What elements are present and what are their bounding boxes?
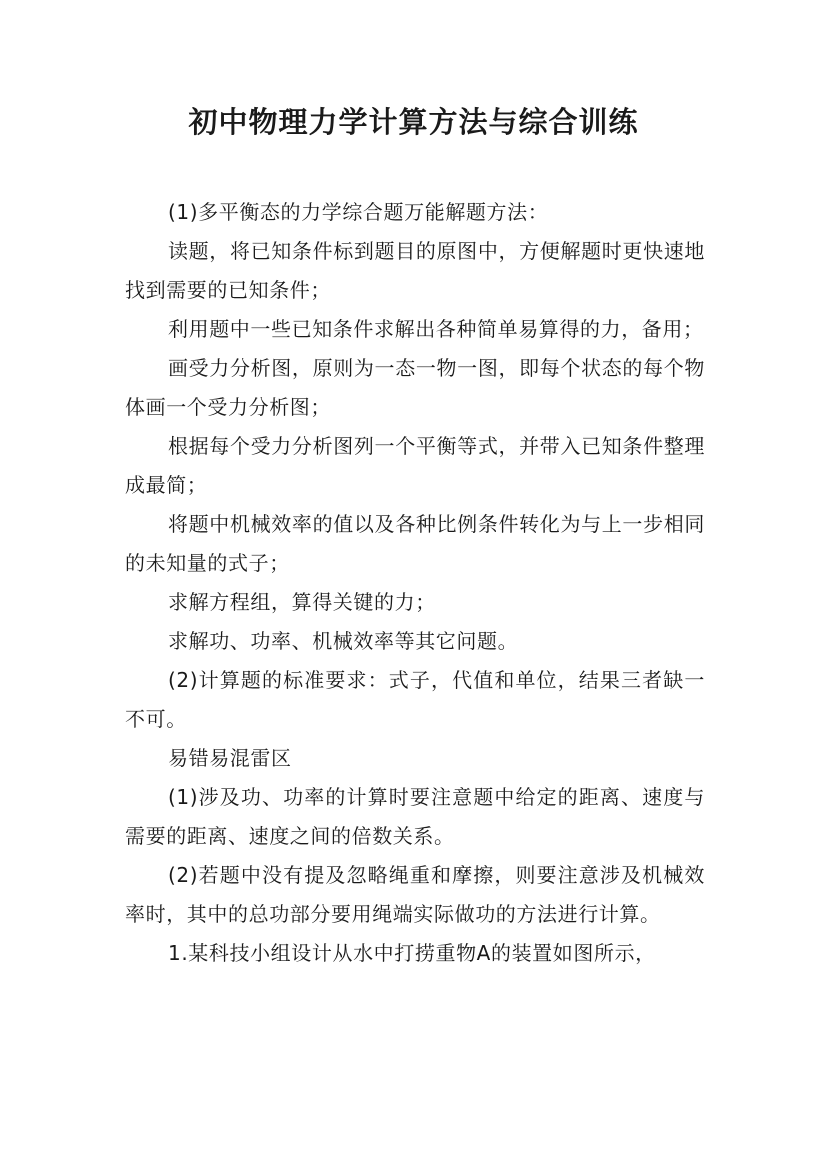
page-title: 初中物理力学计算方法与综合训练 [188,105,639,139]
paragraph-2: 读题，将已知条件标到题目的原图中，方便解题时更快速地找到需要的已知条件； [125,239,705,302]
paragraph-7: 求解方程组，算得关键的力； [168,590,436,614]
paragraph-6: 将题中机械效率的值以及各种比例条件转化为与上一步相同的未知量的式子； [125,512,705,575]
paragraph-4: 画受力分析图，原则为一态一物一图，即每个状态的每个物体画一个受力分析图； [125,356,705,419]
paragraph-3: 利用题中一些已知条件求解出各种简单易算得的力，备用； [168,317,704,341]
paragraph-12: (2)若题中没有提及忽略绳重和摩擦，则要注意涉及机械效率时，其中的总功部分要用绳端实际做功的方法进行计算。 [125,863,705,926]
document-body [125,193,705,973]
paragraph-5: 根据每个受力分析图列一个平衡等式，并带入已知条件整理成最简； [125,434,705,497]
paragraph-9: (2)计算题的标准要求：式子，代值和单位，结果三者缺一不可。 [125,668,705,731]
paragraph-13: 1.某科技小组设计从水中打捞重物A的装置如图所示， [168,941,656,965]
paragraph-8: 求解功、功率、机械效率等其它问题。 [168,629,519,653]
paragraph-11: (1)涉及功、功率的计算时要注意题中给定的距离、速度与需要的距离、速度之间的倍数关系。 [125,785,705,848]
section-heading: 易错易混雷区 [168,746,292,770]
paragraph-1: (1)多平衡态的力学综合题万能解题方法： [168,200,549,224]
